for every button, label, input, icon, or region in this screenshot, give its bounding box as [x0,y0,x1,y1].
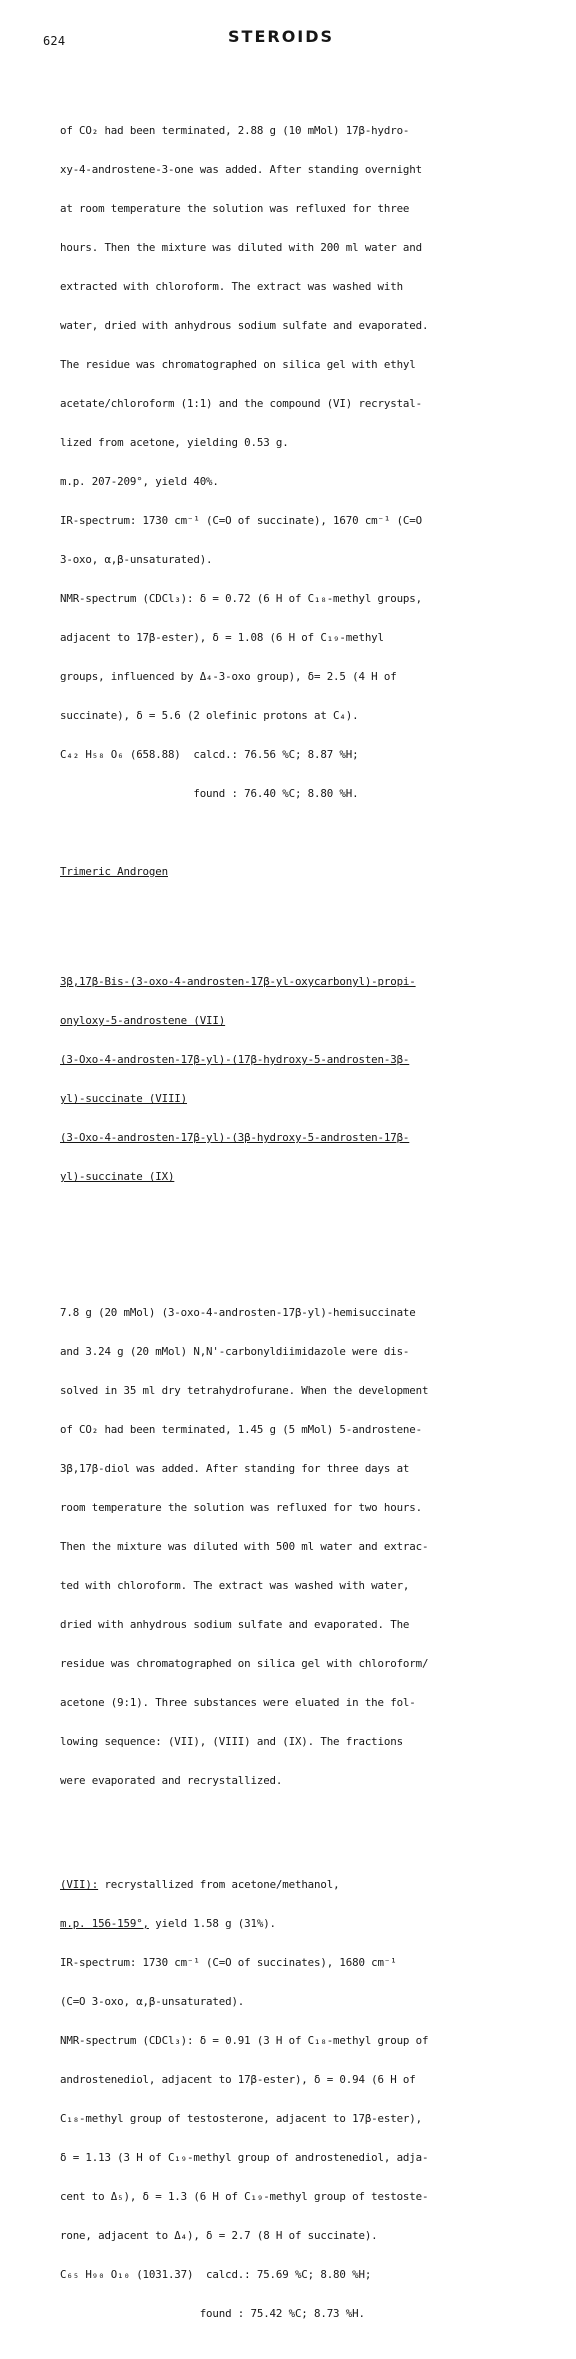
page-number: 624 [43,34,66,48]
text-line: IR-spectrum: 1730 cm⁻¹ (C=O of succinate), 1670 cm⁻¹ (C=O [60,514,422,527]
compound-title-line: yl)-succinate (VIII) [60,1092,188,1105]
text-line: m.p. 207-209°, yield 40%. [60,475,219,488]
text-line: rone, adjacent to Δ₄), δ = 2.7 (8 H of succinate). [60,2229,378,2242]
compound-titles [60,949,534,1209]
compound-title-line: 3β,17β-Bis-(3-oxo-4-androsten-17β-yl-oxycarbonyl)-propi- [60,975,416,988]
text-line: were evaporated and recrystallized. [60,1774,283,1787]
text-line: ted with chloroform. The extract was washed with water, [60,1579,410,1592]
text-line: at room temperature the solution was refluxed for three [60,202,410,215]
text-line: room temperature the solution was refluxed for two hours. [60,1501,422,1514]
text-line: C₁₈-methyl group of testosterone, adjacent to 17β-ester), [60,2112,422,2125]
text-line: C₄₂ H₅₈ O₆ (658.88) calcd.: 76.56 %C; 8.87 %H; [60,748,359,761]
compound-title-line: (3-Oxo-4-androsten-17β-yl)-(3β-hydroxy-5-androsten-17β- [60,1131,410,1144]
text-line: 3β,17β-diol was added. After standing for three days at [60,1462,410,1475]
text-line: Then the mixture was diluted with 500 ml water and extrac- [60,1540,429,1553]
text-line: (C=O 3-oxo, α,β-unsaturated). [60,1995,245,2008]
text-line: found : 76.40 %C; 8.80 %H. [60,787,359,800]
text-line: lowing sequence: (VII), (VIII) and (IX). The fractions [60,1735,403,1748]
text-line: IR-spectrum: 1730 cm⁻¹ (C=O of succinates), 1680 cm⁻¹ [60,1956,397,1969]
text-line: xy-4-androstene-3-one was added. After standing overnight [60,163,422,176]
text-line: C₆₅ H₉₀ O₁₀ (1031.37) calcd.: 75.69 %C; 8.80 %H; [60,2268,372,2281]
compound-title-line: onyloxy-5-androstene (VII) [60,1014,226,1027]
section-heading: Trimeric Androgen [60,865,168,878]
text-line: and 3.24 g (20 mMol) N,N'-carbonyldiimidazole were dis- [60,1345,410,1358]
text-line: NMR-spectrum (CDCl₃): δ = 0.91 (3 H of C₁₈-methyl group of [60,2034,429,2047]
compound-title-line: (3-Oxo-4-androsten-17β-yl)-(17β-hydroxy-5-androsten-3β- [60,1053,410,1066]
text-line: 3-oxo, α,β-unsaturated). [60,553,213,566]
text-line: of CO₂ had been terminated, 2.88 g (10 mMol) 17β-hydro- [60,124,410,137]
melting-point: m.p. 156-159°, [60,1917,149,1930]
compound-label-vii: (VII): [60,1878,99,1891]
text-line: lized from acetone, yielding 0.53 g. [60,436,289,449]
text-line: hours. Then the mixture was diluted with 200 ml water and [60,241,422,254]
text-line: δ = 1.13 (3 H of C₁₉-methyl group of androstenediol, adja- [60,2151,429,2164]
text-line: water, dried with anhydrous sodium sulfate and evaporated. [60,319,429,332]
paragraph-synthesis-vi [60,98,534,826]
text-line: cent to Δ₅), δ = 1.3 (6 H of C₁₉-methyl group of testoste- [60,2190,429,2203]
text-line: acetone (9:1). Three substances were eluated in the fol- [60,1696,416,1709]
text-line: m.p. 156-159°, yield 1.58 g (31%). [60,1917,276,1930]
text-line: NMR-spectrum (CDCl₃): δ = 0.72 (6 H of C₁₈-methyl groups, [60,592,422,605]
text-line: residue was chromatographed on silica gel with chloroform/ [60,1657,429,1670]
text-line: 7.8 g (20 mMol) (3-oxo-4-androsten-17β-yl)-hemisuccinate [60,1306,416,1319]
text-line: extracted with chloroform. The extract was washed with [60,280,403,293]
paragraph-synthesis-vii-ix [60,1280,534,1813]
text-line: of CO₂ had been terminated, 1.45 g (5 mMol) 5-androstene- [60,1423,422,1436]
paragraph-vii-data [60,1852,534,2346]
text-line: The residue was chromatographed on silica gel with ethyl [60,358,416,371]
compound-title-line: yl)-succinate (IX) [60,1170,175,1183]
text-line: (VII): recrystallized from acetone/methanol, [60,1878,340,1891]
text-line: solved in 35 ml dry tetrahydrofurane. When the development [60,1384,429,1397]
running-head: STEROIDS [228,27,335,46]
text-line: dried with anhydrous sodium sulfate and evaporated. The [60,1618,410,1631]
text-line: found : 75.42 %C; 8.73 %H. [60,2307,365,2320]
text-line: groups, influenced by Δ₄-3-oxo group), δ= 2.5 (4 H of [60,670,397,683]
text-line: acetate/chloroform (1:1) and the compound (VI) recrystal- [60,397,422,410]
text-line: androstenediol, adjacent to 17β-ester), δ = 0.94 (6 H of [60,2073,416,2086]
text-line: succinate), δ = 5.6 (2 olefinic protons at C₄). [60,709,359,722]
text-line: adjacent to 17β-ester), δ = 1.08 (6 H of C₁₉-methyl [60,631,384,644]
article-body [60,72,534,2359]
